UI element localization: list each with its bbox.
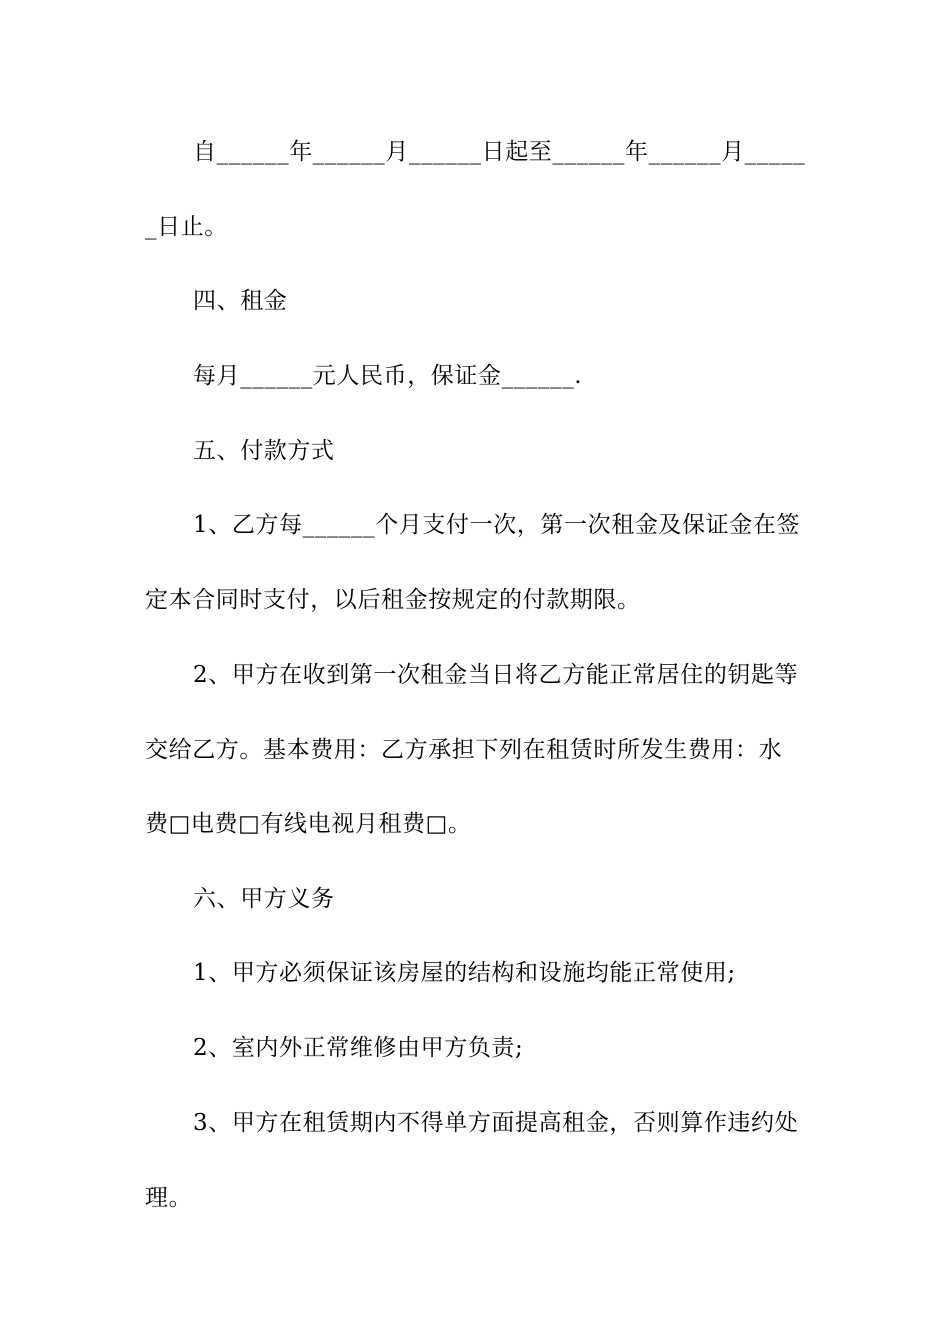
- text-line: 1、甲方必须保证该房屋的结构和设施均能正常使用;: [193, 960, 736, 986]
- text-line: 3、甲方在租赁期内不得单方面提高租金，否则算作违约处: [193, 1110, 799, 1136]
- section-heading: 四、租金: [193, 288, 288, 314]
- text-line: 费□电费□有线电视月租费□。: [145, 811, 472, 837]
- text-line: 理。: [145, 1185, 193, 1211]
- text-line: 2、室内外正常维修由甲方负责;: [193, 1035, 524, 1061]
- text-line: 自______年______月______日起至______年______月_____: [193, 139, 806, 165]
- text-line: 定本合同时支付，以后租金按规定的付款期限。: [145, 587, 641, 613]
- text-line: 交给乙方。基本费用：乙方承担下列在租赁时所发生费用：水: [145, 737, 783, 763]
- text-line: 每月______元人民币，保证金______.: [193, 363, 583, 389]
- section-heading: 五、付款方式: [193, 438, 335, 464]
- text-line: _日止。: [145, 214, 228, 240]
- text-line: 2、甲方在收到第一次租金当日将乙方能正常居住的钥匙等: [193, 662, 799, 688]
- section-heading: 六、甲方义务: [193, 886, 335, 912]
- text-line: 1、乙方每______个月支付一次，第一次租金及保证金在签: [193, 512, 801, 538]
